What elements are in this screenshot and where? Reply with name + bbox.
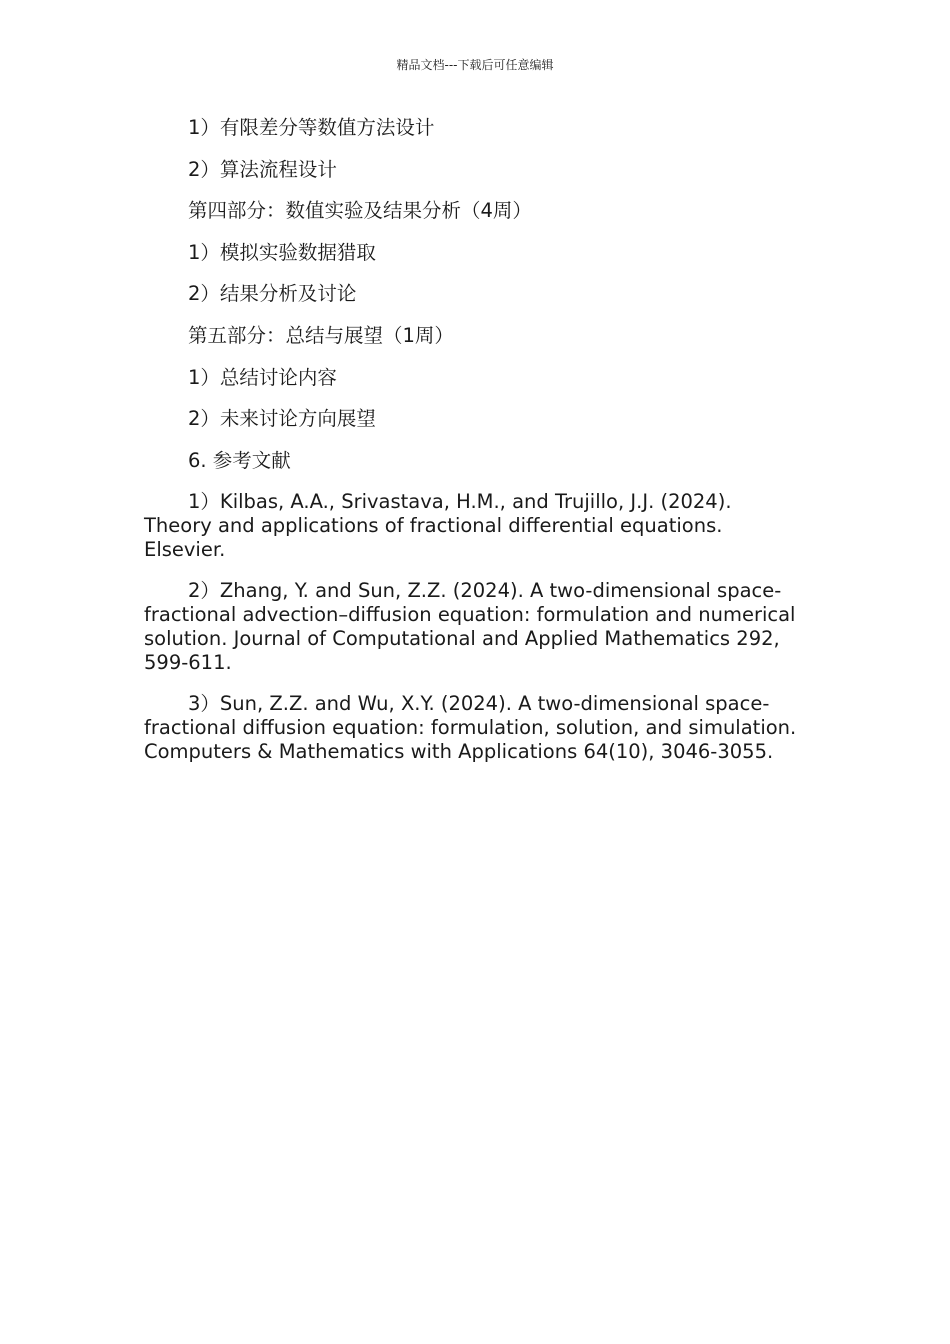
section-heading-part-five: 第五部分：总结与展望（1周） [188,323,454,347]
document-body [144,116,804,781]
outline-item-result-analysis: 2）结果分析及讨论 [188,282,357,306]
outline-item-summary: 1）总结讨论内容 [188,365,337,389]
reference-item: 1）Kilbas, A.A., Srivastava, H.M., and Trujillo, J.J. (2024). Theory and applications of fractional differential equations. Elsevier. [144,490,732,562]
references-heading: 6. 参考文献 [188,448,291,472]
outline-item-simulation-data: 1）模拟实验数据猎取 [188,240,376,264]
outline-item-future-outlook: 2）未来讨论方向展望 [188,407,376,431]
outline-item-algorithm-flow-design: 2）算法流程设计 [188,157,337,181]
page-header: 精品文档---下载后可任意编辑 [396,58,554,72]
reference-item: 3）Sun, Z.Z. and Wu, X.Y. (2024). A two-dimensional space-fractional diffusion equation: formulation, solution, and simulation. Computers & Mathematics with Applications 64(10), 3046-3055. [144,692,797,764]
outline-item-numerical-method-design: 1）有限差分等数值方法设计 [188,116,435,139]
section-heading-part-four: 第四部分：数值实验及结果分析（4周） [188,199,532,223]
reference-item: 2）Zhang, Y. and Sun, Z.Z. (2024). A two-dimensional space-fractional advection–diffusion equation: formulation and numerical solution. Journal of Computational and Applied Mathematics 292, 599-611. [144,579,796,675]
